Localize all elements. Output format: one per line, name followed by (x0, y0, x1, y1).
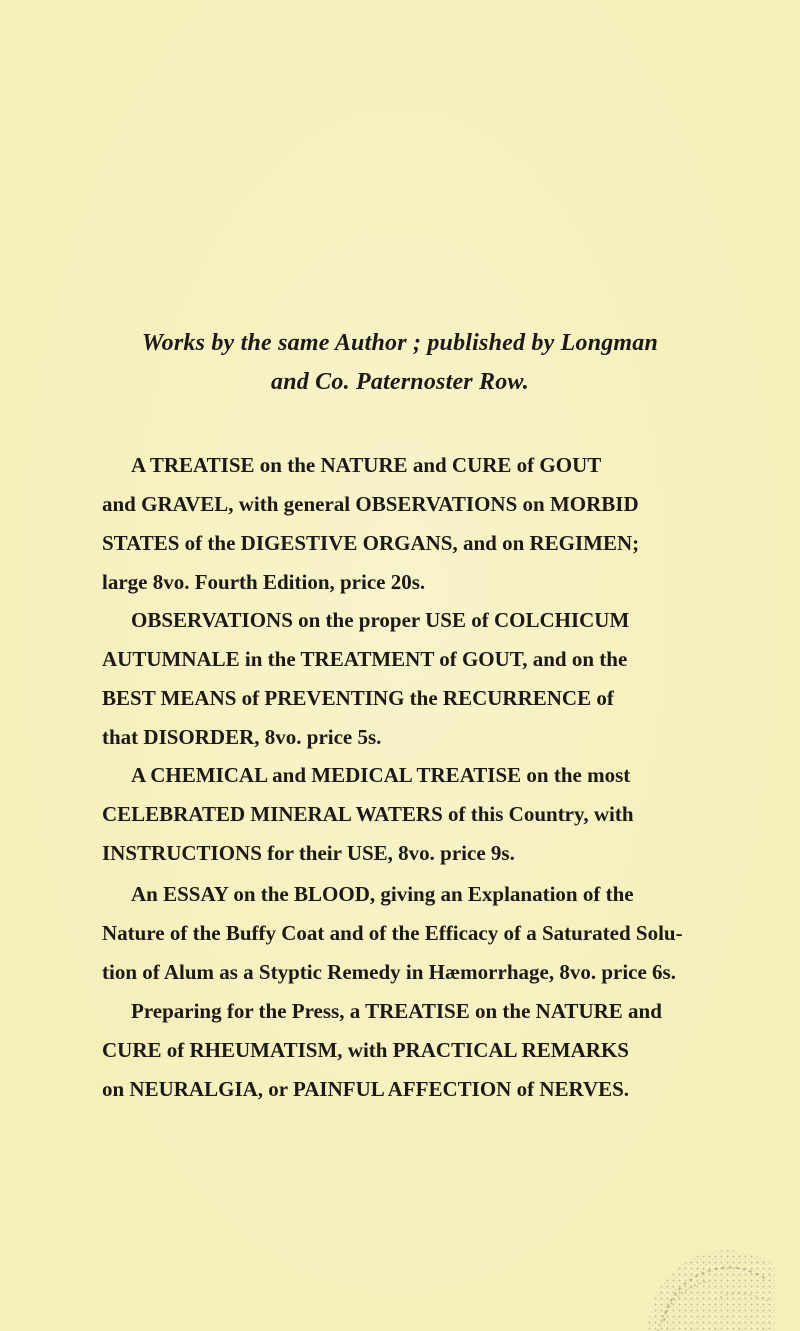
entry-1-line-4: large 8vo. Fourth Edition, price 20s. (102, 570, 426, 594)
entry-1-line-3: STATES of the DIGESTIVE ORGANS, and on REGIMEN; (102, 531, 640, 555)
entry-2-line-1: OBSERVATIONS on the proper USE of COLCHICUM (131, 608, 630, 632)
entry-3-line-2: CELEBRATED MINERAL WATERS of this Country, with (102, 802, 634, 826)
entry-4-line-1: An ESSAY on the BLOOD, giving an Explanation of the (131, 882, 634, 906)
entry-2-line-3: BEST MEANS of PREVENTING the RECURRENCE of (102, 686, 614, 710)
heading-line-1: Works by the same Author ; published by Longman (141, 330, 659, 356)
entry-5-line-2: CURE of RHEUMATISM, with PRACTICAL REMARKS (102, 1038, 629, 1062)
entry-1-line-1: A TREATISE on the NATURE and CURE of GOUT (131, 453, 602, 477)
entry-4-line-2: Nature of the Buffy Coat and of the Efficacy of a Saturated Solu- (102, 921, 683, 945)
entry-1-line-2: and GRAVEL, with general OBSERVATIONS on MORBID (102, 492, 639, 516)
entry-2-line-2: AUTUMNALE in the TREATMENT of GOUT, and on the (102, 647, 628, 671)
heading-line-2: and Co. Paternoster Row. (271, 369, 529, 395)
entry-4-line-3: tion of Alum as a Styptic Remedy in Hæmorrhage, 8vo. price 6s. (102, 960, 676, 984)
entry-3-line-3: INSTRUCTIONS for their USE, 8vo. price 9s. (102, 841, 515, 865)
entry-3-line-1: A CHEMICAL and MEDICAL TREATISE on the most (131, 763, 631, 787)
entry-5-line-1: Preparing for the Press, a TREATISE on the NATURE and (131, 999, 662, 1023)
entry-2-line-4: that DISORDER, 8vo. price 5s. (102, 725, 382, 749)
library-stamp-mark (630, 1225, 780, 1331)
entry-5-line-3: on NEURALGIA, or PAINFUL AFFECTION of NERVES. (102, 1077, 630, 1101)
